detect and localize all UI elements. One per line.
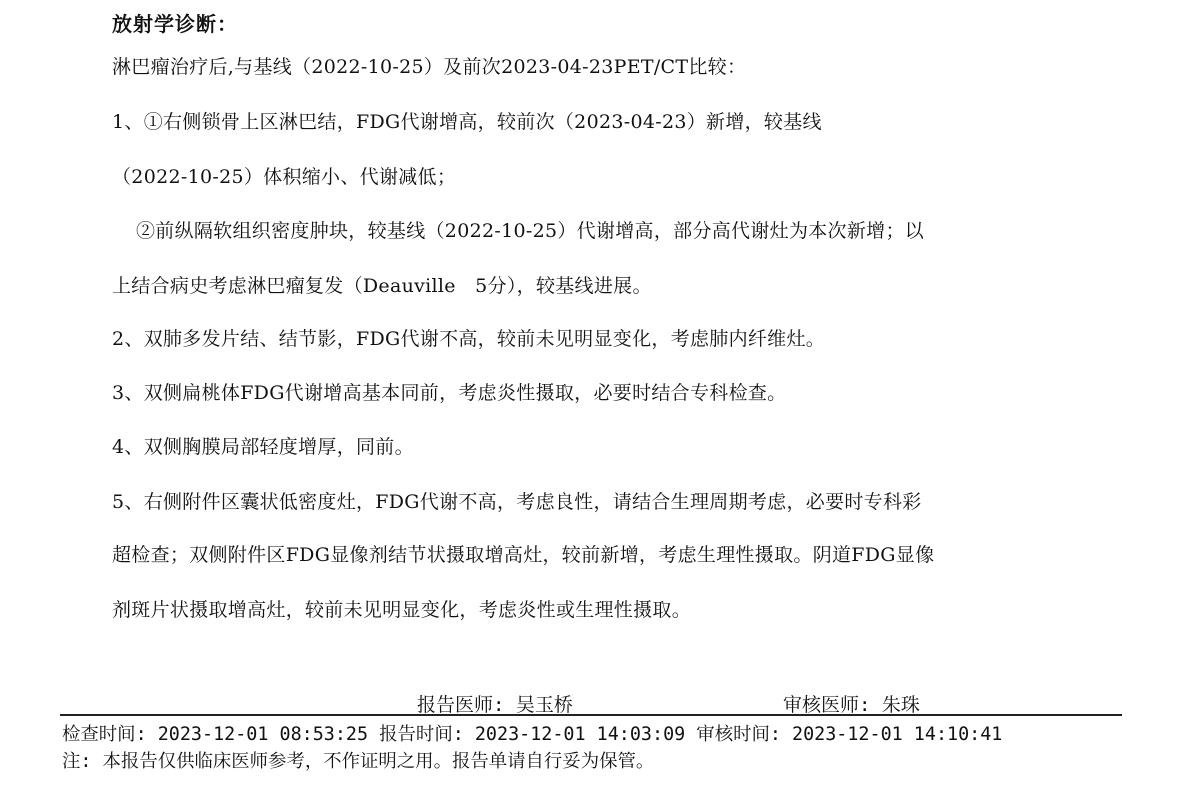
report-line: 4、双侧胸膜局部轻度增厚，同前。 (112, 436, 414, 458)
report-line: 1、①右侧锁骨上区淋巴结，FDG代谢增高，较前次（2023-04-23）新增，较基线 (112, 111, 822, 133)
reviewing-doctor: 审核医师: 朱珠 (783, 694, 920, 716)
reporting-doctor: 报告医师: 吴玉桥 (417, 694, 573, 716)
footer-divider (60, 714, 1122, 716)
section-heading: 放射学诊断： (112, 12, 238, 36)
report-line: 上结合病史考虑淋巴瘤复发（Deauville 5分），较基线进展。 (112, 275, 652, 297)
report-line: 超检查；双侧附件区FDG显像剂结节状摄取增高灶，较前新增，考虑生理性摄取。阴道FDG显像 (112, 544, 935, 566)
report-line: 剂斑片状摄取增高灶，较前未见明显变化，考虑炎性或生理性摄取。 (112, 599, 692, 621)
report-line: ②前纵隔软组织密度肿块，较基线（2022-10-25）代谢增高，部分高代谢灶为本次新增；以 (136, 220, 925, 242)
report-line: 3、双侧扁桃体FDG代谢增高基本同前，考虑炎性摄取，必要时结合专科检查。 (112, 382, 787, 404)
report-line: 5、右侧附件区囊状低密度灶，FDG代谢不高，考虑良性，请结合生理周期考虑，必要时专科彩 (112, 491, 922, 513)
report-line: 2、双肺多发片结、结节影，FDG代谢不高，较前未见明显变化，考虑肺内纤维灶。 (112, 328, 826, 350)
footer-note: 注: 本报告仅供临床医师参考，不作证明之用。报告单请自行妥为保管。 (62, 751, 655, 772)
footer-times: 检查时间: 2023-12-01 08:53:25 报告时间: 2023-12-01 14:03:09 审核时间: 2023-12-01 14:10:41 (62, 724, 1003, 745)
report-line: （2022-10-25）体积缩小、代谢减低； (112, 166, 457, 188)
report-line: 淋巴瘤治疗后,与基线（2022-10-25）及前次2023-04-23PET/CT比较： (112, 56, 747, 78)
